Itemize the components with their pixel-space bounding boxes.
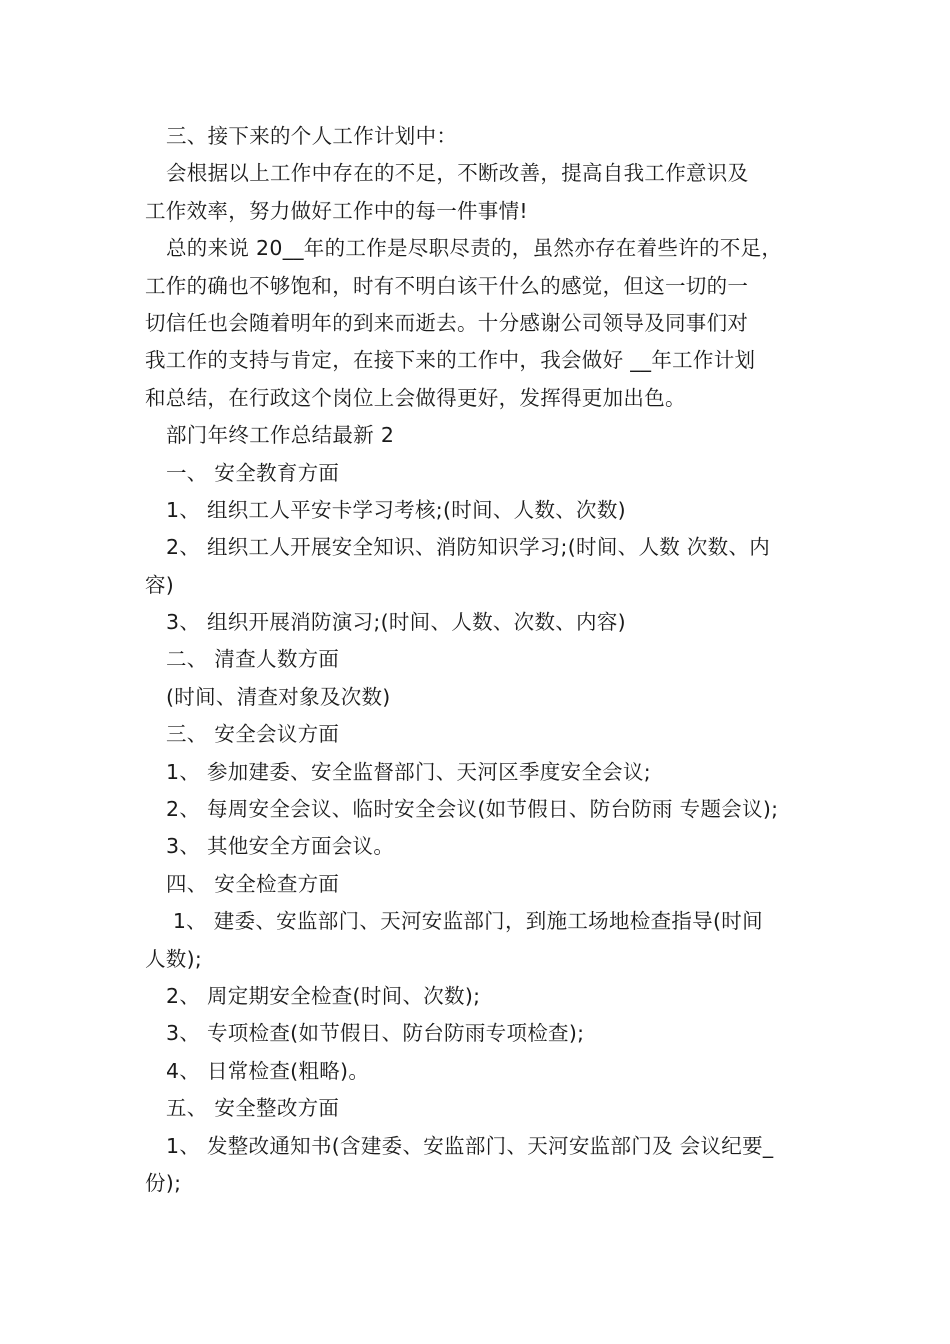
list-item: 4、 日常检查(粗略)。 bbox=[166, 1058, 370, 1083]
paragraph-line: 工作效率，努力做好工作中的每一件事情! bbox=[145, 198, 528, 223]
list-item: 1、 发整改通知书(含建委、安监部门、天河安监部门及 会议纪要_ bbox=[166, 1133, 774, 1158]
list-item: 3、 其他安全方面会议。 bbox=[166, 834, 395, 859]
section-heading: 三、接下来的个人工作计划中： bbox=[166, 124, 458, 148]
list-item: 1、 组织工人平安卡学习考核;(时间、人数、次数) bbox=[166, 497, 626, 522]
list-item: 3、 专项检查(如节假日、防台防雨专项检查); bbox=[166, 1021, 585, 1046]
paragraph-line: 会根据以上工作中存在的不足，不断改善，提高自我工作意识及 bbox=[166, 161, 749, 186]
list-item-continuation: 人数); bbox=[145, 946, 203, 971]
list-item-continuation: 容) bbox=[145, 572, 175, 597]
paragraph-line: 和总结，在行政这个岗位上会做得更好，发挥得更加出色。 bbox=[145, 385, 686, 410]
list-item: 2、 周定期安全检查(时间、次数); bbox=[166, 983, 481, 1008]
section-heading: 五、 安全整改方面 bbox=[166, 1096, 340, 1121]
paragraph-line: (时间、清查对象及次数) bbox=[166, 684, 391, 709]
document-subtitle: 部门年终工作总结最新 2 bbox=[166, 423, 395, 448]
paragraph-line: 总的来说 20__年的工作是尽职尽责的，虽然亦存在着些许的不足， bbox=[166, 236, 783, 261]
list-item: 2、 每周安全会议、临时安全会议(如节假日、防台防雨 专题会议); bbox=[166, 797, 779, 822]
section-heading: 四、 安全检查方面 bbox=[166, 871, 340, 896]
document-body bbox=[145, 118, 815, 1202]
list-item: 1、 参加建委、安全监督部门、天河区季度安全会议; bbox=[166, 759, 651, 784]
list-item: 2、 组织工人开展安全知识、消防知识学习;(时间、人数 次数、内 bbox=[166, 535, 771, 560]
section-heading: 一、 安全教育方面 bbox=[166, 460, 340, 485]
paragraph-line: 我工作的支持与肯定，在接下来的工作中，我会做好 __年工作计划 bbox=[145, 348, 756, 373]
list-item: 1、 建委、安监部门、天河安监部门，到施工场地检查指导(时间 bbox=[166, 909, 763, 934]
paragraph-line: 切信任也会随着明年的到来而逝去。十分感谢公司领导及同事们对 bbox=[145, 310, 749, 335]
section-heading: 二、 清查人数方面 bbox=[166, 647, 340, 672]
paragraph-line: 工作的确也不够饱和，时有不明白该干什么的感觉，但这一切的一 bbox=[145, 273, 749, 298]
list-item-continuation: 份); bbox=[145, 1170, 182, 1195]
section-heading: 三、 安全会议方面 bbox=[166, 722, 340, 747]
list-item: 3、 组织开展消防演习;(时间、人数、次数、内容) bbox=[166, 610, 626, 635]
